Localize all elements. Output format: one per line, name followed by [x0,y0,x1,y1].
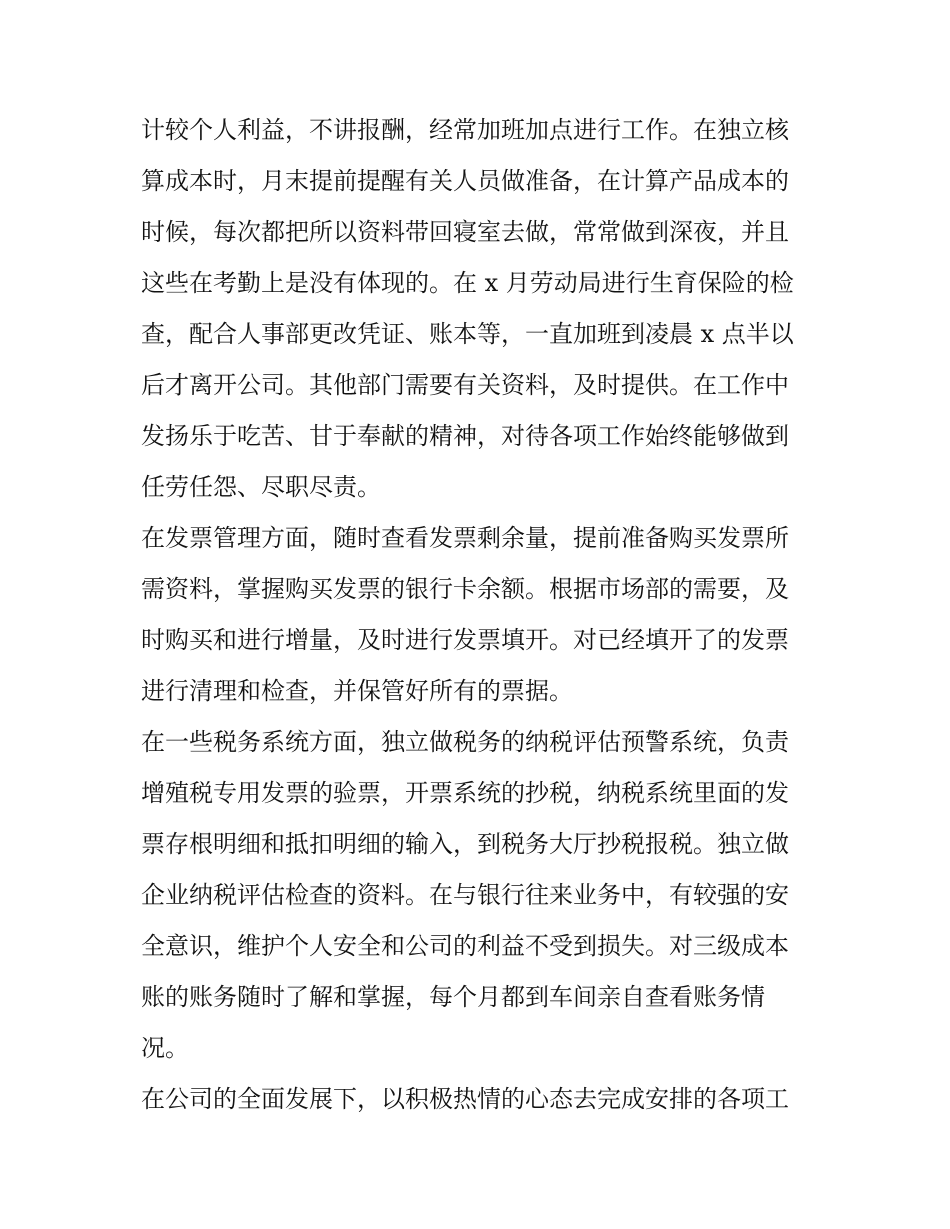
paragraph [141,513,816,717]
text-line: 时候，每次都把所以资料带回寝室去做，常常做到深夜，并且 [141,218,789,246]
text-line: 在一些税务系统方面，独立做税务的纳税评估预警系统，负责 [141,728,789,756]
text-line: 计较个人利益，不讲报酬，经常加班加点进行工作。在独立核 [141,116,789,144]
text-line: 进行清理和检查，并保管好所有的票据。 [141,677,573,705]
paragraph [141,717,816,1074]
text-line: 查，配合人事部更改凭证、账本等，一直加班到凌晨 x 点半以 [141,320,794,348]
text-line: 企业纳税评估检查的资料。在与银行往来业务中，有较强的安 [141,881,789,909]
text-line: 后才离开公司。其他部门需要有关资料，及时提供。在工作中 [141,371,789,399]
text-line: 需资料，掌握购买发票的银行卡余额。根据市场部的需要，及 [141,575,789,603]
text-line: 况。 [141,1034,189,1062]
text-line: 这些在考勤上是没有体现的。在 x 月劳动局进行生育保险的检 [141,269,794,297]
text-line: 任劳任怨、尽职尽责。 [141,473,381,501]
text-line: 算成本时，月末提前提醒有关人员做准备，在计算产品成本的 [141,167,789,195]
text-line: 增殖税专用发票的验票，开票系统的抄税，纳税系统里面的发 [141,779,789,807]
text-line: 票存根明细和抵扣明细的输入，到税务大厅抄税报税。独立做 [141,830,789,858]
text-line: 在公司的全面发展下，以积极热情的心态去完成安排的各项工 [141,1085,789,1113]
paragraph [141,105,816,513]
document-body [141,105,816,1125]
text-line: 发扬乐于吃苦、甘于奉献的精神，对待各项工作始终能够做到 [141,422,789,450]
text-line: 时购买和进行增量，及时进行发票填开。对已经填开了的发票 [141,626,789,654]
text-line: 账的账务随时了解和掌握，每个月都到车间亲自查看账务情 [141,983,765,1011]
text-line: 全意识，维护个人安全和公司的利益不受到损失。对三级成本 [141,932,789,960]
paragraph [141,1074,816,1125]
text-line: 在发票管理方面，随时查看发票剩余量，提前准备购买发票所 [141,524,789,552]
